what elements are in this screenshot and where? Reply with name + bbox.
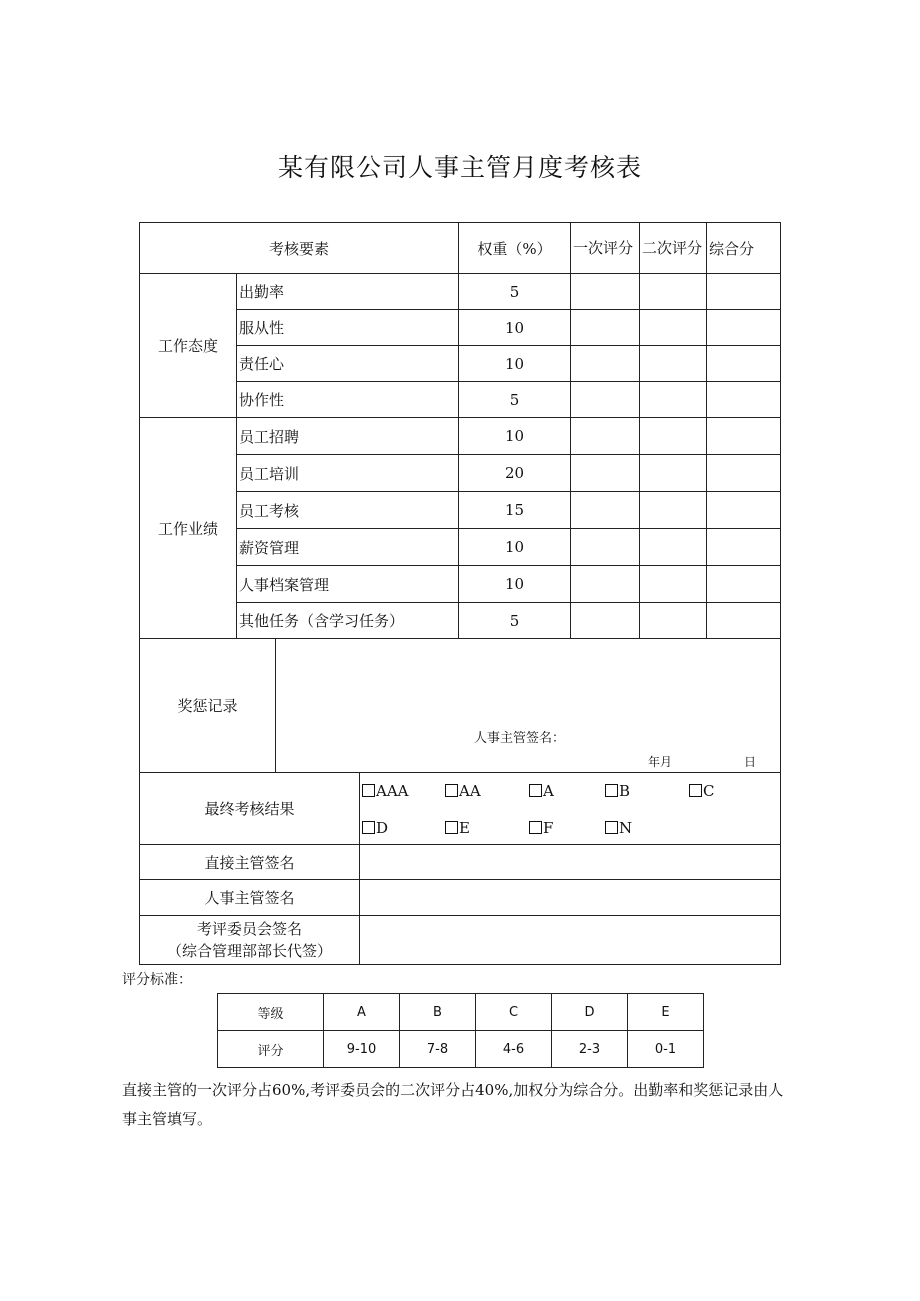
total-cell[interactable] — [707, 455, 781, 492]
option-a[interactable]: A — [529, 782, 554, 800]
reward-date — [648, 753, 756, 770]
second-score-cell[interactable] — [640, 603, 707, 639]
total-cell[interactable] — [707, 382, 781, 418]
header-second-score: 二次评分 — [640, 223, 707, 274]
grade-c: C — [476, 994, 552, 1031]
item-name: 员工培训 — [237, 455, 459, 492]
first-score-cell[interactable] — [571, 274, 640, 310]
total-cell[interactable] — [707, 529, 781, 566]
checkbox-icon[interactable] — [605, 784, 618, 797]
score-d: 2-3 — [552, 1031, 628, 1068]
score-c: 4-6 — [476, 1031, 552, 1068]
checkbox-icon[interactable] — [362, 784, 375, 797]
option-aaa[interactable]: AAA — [362, 782, 409, 800]
second-score-cell[interactable] — [640, 529, 707, 566]
item-name: 服从性 — [237, 310, 459, 346]
grade-e: E — [628, 994, 704, 1031]
item-weight: 10 — [459, 566, 571, 603]
committee-signature-field[interactable] — [360, 916, 781, 965]
item-weight: 10 — [459, 418, 571, 455]
first-score-cell[interactable] — [571, 455, 640, 492]
item-weight: 20 — [459, 455, 571, 492]
item-name: 员工考核 — [237, 492, 459, 529]
item-name: 人事档案管理 — [237, 566, 459, 603]
month-label: 月 — [660, 755, 673, 769]
header-weight: 权重（%） — [459, 223, 571, 274]
hr-supervisor-signature-field[interactable] — [360, 880, 781, 916]
item-weight: 10 — [459, 529, 571, 566]
checkbox-icon[interactable] — [529, 784, 542, 797]
item-name: 其他任务（含学习任务） — [237, 603, 459, 639]
option-c[interactable]: C — [689, 782, 714, 800]
final-options — [360, 773, 781, 845]
checkbox-icon[interactable] — [445, 784, 458, 797]
option-b[interactable]: B — [605, 782, 630, 800]
grade-b: B — [400, 994, 476, 1031]
second-score-cell[interactable] — [640, 346, 707, 382]
option-n[interactable]: N — [605, 819, 632, 837]
first-score-cell[interactable] — [571, 529, 640, 566]
direct-supervisor-signature-label: 直接主管签名 — [140, 845, 360, 880]
direct-supervisor-signature-field[interactable] — [360, 845, 781, 880]
scoring-note: 直接主管的一次评分占60%,考评委员会的二次评分占40%,加权分为综合分。出勤率和奖惩记录由人事主管填写。 — [122, 1081, 784, 1128]
total-cell[interactable] — [707, 492, 781, 529]
item-weight: 15 — [459, 492, 571, 529]
second-score-cell[interactable] — [640, 382, 707, 418]
checkbox-icon[interactable] — [445, 821, 458, 834]
option-f[interactable]: F — [529, 819, 553, 837]
first-score-cell[interactable] — [571, 346, 640, 382]
total-cell[interactable] — [707, 346, 781, 382]
total-cell[interactable] — [707, 310, 781, 346]
grade-a: A — [324, 994, 400, 1031]
header-items: 考核要素 — [140, 223, 459, 274]
hr-supervisor-signature-label: 人事主管签名 — [140, 880, 360, 916]
total-cell[interactable] — [707, 603, 781, 639]
item-name: 协作性 — [237, 382, 459, 418]
item-weight: 10 — [459, 346, 571, 382]
item-name: 薪资管理 — [237, 529, 459, 566]
grade-d: D — [552, 994, 628, 1031]
reward-content[interactable] — [276, 639, 781, 773]
score-a: 9-10 — [324, 1031, 400, 1068]
scoring-standard-table — [217, 993, 704, 1068]
second-score-cell[interactable] — [640, 455, 707, 492]
grade-header: 等级 — [218, 994, 324, 1031]
group-name: 工作业绩 — [140, 418, 237, 639]
item-weight: 5 — [459, 603, 571, 639]
checkbox-icon[interactable] — [529, 821, 542, 834]
checkbox-icon[interactable] — [689, 784, 702, 797]
second-score-cell[interactable] — [640, 418, 707, 455]
item-weight: 5 — [459, 382, 571, 418]
first-score-cell[interactable] — [571, 492, 640, 529]
committee-signature-line2: （综合管理部部长代签） — [166, 942, 332, 960]
assessment-table — [139, 222, 781, 965]
option-e[interactable]: E — [445, 819, 470, 837]
page-title: 某有限公司人事主管月度考核表 — [277, 153, 642, 182]
group-name: 工作态度 — [140, 274, 237, 418]
first-score-cell[interactable] — [571, 310, 640, 346]
item-name: 员工招聘 — [237, 418, 459, 455]
total-cell[interactable] — [707, 418, 781, 455]
second-score-cell[interactable] — [640, 274, 707, 310]
reward-signature: 人事主管签名： — [474, 731, 566, 746]
score-b: 7-8 — [400, 1031, 476, 1068]
second-score-cell[interactable] — [640, 566, 707, 603]
checkbox-icon[interactable] — [605, 821, 618, 834]
total-cell[interactable] — [707, 274, 781, 310]
first-score-cell[interactable] — [571, 382, 640, 418]
total-cell[interactable] — [707, 566, 781, 603]
day-label: 日 — [744, 755, 757, 769]
committee-signature-line1: 考评委员会签名 — [196, 920, 302, 938]
option-d[interactable]: D — [362, 819, 388, 837]
standard-label: 评分标准： — [122, 972, 192, 988]
first-score-cell[interactable] — [571, 603, 640, 639]
committee-signature-label — [140, 916, 360, 965]
score-header: 评分 — [218, 1031, 324, 1068]
header-first-score: 一次评分 — [571, 223, 640, 274]
item-weight: 10 — [459, 310, 571, 346]
first-score-cell[interactable] — [571, 418, 640, 455]
final-label: 最终考核结果 — [140, 773, 360, 845]
item-name: 责任心 — [237, 346, 459, 382]
option-aa[interactable]: AA — [445, 782, 481, 800]
item-weight: 5 — [459, 274, 571, 310]
score-e: 0-1 — [628, 1031, 704, 1068]
year-label: 年 — [648, 755, 661, 769]
second-score-cell[interactable] — [640, 310, 707, 346]
item-name: 出勤率 — [237, 274, 459, 310]
header-total: 综合分 — [707, 223, 781, 274]
reward-label: 奖惩记录 — [140, 639, 276, 773]
first-score-cell[interactable] — [571, 566, 640, 603]
second-score-cell[interactable] — [640, 492, 707, 529]
checkbox-icon[interactable] — [362, 821, 375, 834]
